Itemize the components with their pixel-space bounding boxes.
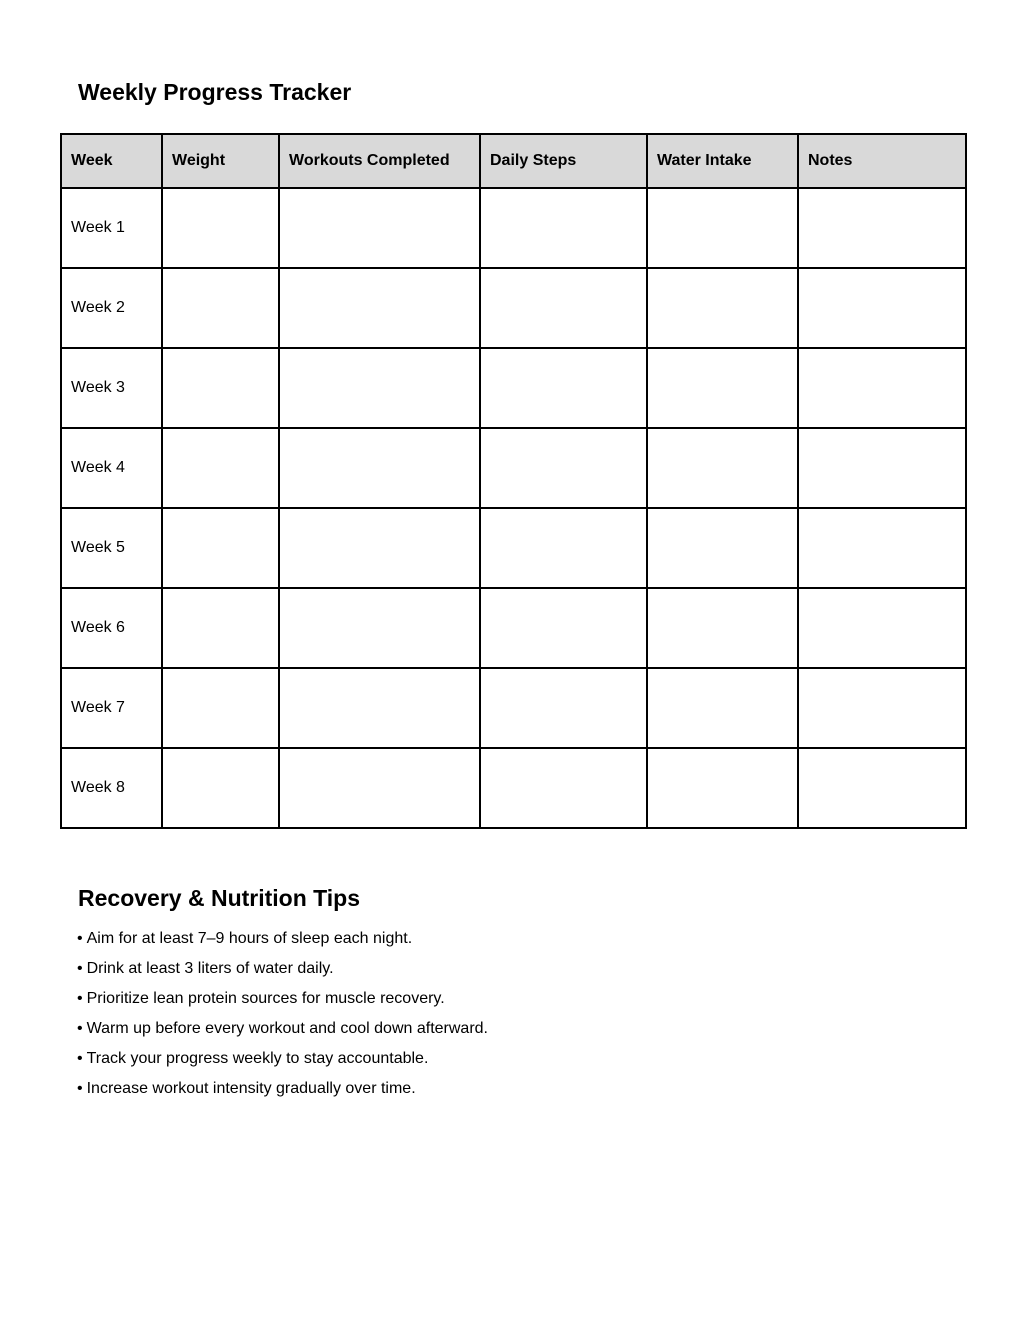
notes-cell[interactable] xyxy=(798,428,966,508)
column-header-notes: Notes xyxy=(798,134,966,188)
column-header-steps: Daily Steps xyxy=(480,134,647,188)
notes-cell[interactable] xyxy=(798,748,966,828)
water-cell[interactable] xyxy=(647,188,798,268)
tip-item xyxy=(77,1044,488,1074)
column-header-water: Water Intake xyxy=(647,134,798,188)
column-header-workouts: Workouts Completed xyxy=(279,134,480,188)
tip-item xyxy=(77,924,488,954)
notes-cell[interactable] xyxy=(798,348,966,428)
header-row xyxy=(61,134,966,188)
table-row xyxy=(61,668,966,748)
week-cell: Week 4 xyxy=(61,428,162,508)
bullet-icon: • xyxy=(77,930,83,947)
bullet-icon: • xyxy=(77,1020,83,1037)
weight-cell[interactable] xyxy=(162,348,279,428)
water-cell[interactable] xyxy=(647,508,798,588)
bullet-icon: • xyxy=(77,990,83,1007)
steps-cell[interactable] xyxy=(480,508,647,588)
workouts-cell[interactable] xyxy=(279,508,480,588)
workouts-cell[interactable] xyxy=(279,588,480,668)
weight-cell[interactable] xyxy=(162,428,279,508)
tip-text: Warm up before every workout and cool down afterward. xyxy=(86,1020,488,1037)
week-cell: Week 1 xyxy=(61,188,162,268)
water-cell[interactable] xyxy=(647,588,798,668)
tip-text: Track your progress weekly to stay accountable. xyxy=(86,1050,429,1067)
weight-cell[interactable] xyxy=(162,748,279,828)
steps-cell[interactable] xyxy=(480,588,647,668)
table-row xyxy=(61,268,966,348)
table-row xyxy=(61,588,966,668)
steps-cell[interactable] xyxy=(480,188,647,268)
tip-item xyxy=(77,1074,488,1104)
tip-text: Prioritize lean protein sources for muscle recovery. xyxy=(86,990,445,1007)
week-cell: Week 7 xyxy=(61,668,162,748)
week-cell: Week 8 xyxy=(61,748,162,828)
tip-item xyxy=(77,1014,488,1044)
progress-table xyxy=(60,133,967,829)
steps-cell[interactable] xyxy=(480,748,647,828)
water-cell[interactable] xyxy=(647,428,798,508)
workouts-cell[interactable] xyxy=(279,188,480,268)
weight-cell[interactable] xyxy=(162,668,279,748)
table-row xyxy=(61,188,966,268)
notes-cell[interactable] xyxy=(798,508,966,588)
table-row xyxy=(61,428,966,508)
water-cell[interactable] xyxy=(647,668,798,748)
table-body xyxy=(61,188,966,828)
weight-cell[interactable] xyxy=(162,508,279,588)
tips-list xyxy=(77,924,488,1104)
notes-cell[interactable] xyxy=(798,188,966,268)
table-header xyxy=(61,134,966,188)
workouts-cell[interactable] xyxy=(279,428,480,508)
weight-cell[interactable] xyxy=(162,188,279,268)
table-row xyxy=(61,348,966,428)
column-header-week: Week xyxy=(61,134,162,188)
workouts-cell[interactable] xyxy=(279,668,480,748)
workouts-cell[interactable] xyxy=(279,748,480,828)
weight-cell[interactable] xyxy=(162,268,279,348)
water-cell[interactable] xyxy=(647,748,798,828)
week-cell: Week 2 xyxy=(61,268,162,348)
steps-cell[interactable] xyxy=(480,268,647,348)
tip-text: Increase workout intensity gradually over time. xyxy=(86,1080,416,1097)
bullet-icon: • xyxy=(77,960,83,977)
tip-item xyxy=(77,984,488,1014)
tip-item xyxy=(77,954,488,984)
tips-title: Recovery & Nutrition Tips xyxy=(78,885,361,911)
weight-cell[interactable] xyxy=(162,588,279,668)
water-cell[interactable] xyxy=(647,268,798,348)
workouts-cell[interactable] xyxy=(279,348,480,428)
week-cell: Week 6 xyxy=(61,588,162,668)
water-cell[interactable] xyxy=(647,348,798,428)
notes-cell[interactable] xyxy=(798,588,966,668)
notes-cell[interactable] xyxy=(798,268,966,348)
notes-cell[interactable] xyxy=(798,668,966,748)
tip-text: Drink at least 3 liters of water daily. xyxy=(86,960,334,977)
week-cell: Week 5 xyxy=(61,508,162,588)
bullet-icon: • xyxy=(77,1080,83,1097)
tracker-title: Weekly Progress Tracker xyxy=(78,79,352,105)
week-cell: Week 3 xyxy=(61,348,162,428)
steps-cell[interactable] xyxy=(480,428,647,508)
workouts-cell[interactable] xyxy=(279,268,480,348)
bullet-icon: • xyxy=(77,1050,83,1067)
column-header-weight: Weight xyxy=(162,134,279,188)
steps-cell[interactable] xyxy=(480,348,647,428)
table-row xyxy=(61,508,966,588)
tip-text: Aim for at least 7–9 hours of sleep each night. xyxy=(86,930,413,947)
table-row xyxy=(61,748,966,828)
steps-cell[interactable] xyxy=(480,668,647,748)
